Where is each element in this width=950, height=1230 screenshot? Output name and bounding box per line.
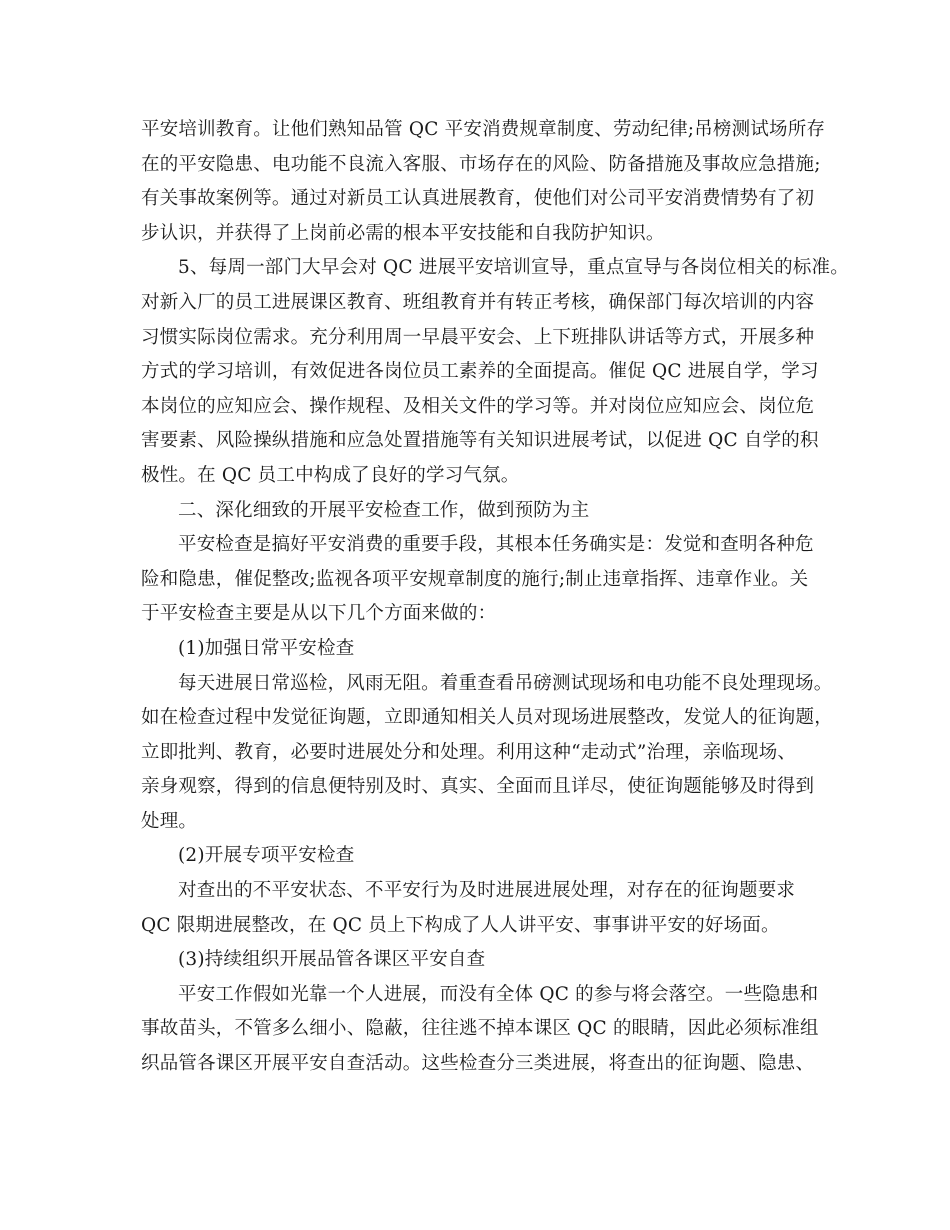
text-line: 平安培训教育。让他们熟知品管 QC 平安消费规章制度、劳动纪律;吊榜测试场所存 — [141, 119, 826, 140]
text-line: 害要素、风险操纵措施和应急处置措施等有关知识进展考试，以促进 QC 自学的积 — [141, 430, 819, 452]
text-line: 本岗位的应知应会、操作规程、及相关文件的学习等。并对岗位应知应会、岗位危 — [141, 395, 815, 417]
text-line: 在的平安隐患、电功能不良流入客服、市场存在的风险、防备措施及事故应急措施; — [141, 153, 821, 175]
text-line: 对查出的不平安状态、不平安行为及时进展进展处理，对存在的征询题要求 — [178, 880, 796, 902]
text-line: 方式的学习培训，有效促进各岗位员工素养的全面提高。催促 QC 进展自学，学习 — [141, 361, 819, 383]
text-line: 极性。在 QC 员工中构成了良好的学习气氛。 — [141, 464, 520, 486]
text-line: 处理。 — [141, 810, 198, 832]
text-line: 步认识，并获得了上岗前必需的根本平安技能和自我防护知识。 — [141, 222, 665, 244]
text-line: 二、深化细致的开展平安检查工作，做到预防为主 — [178, 499, 590, 521]
text-line: 有关事故案例等。通过对新员工认真进展教育，使他们对公司平安消费情势有了初 — [141, 188, 815, 210]
text-line: 每天进展日常巡检，风雨无阻。着重查看吊磅测试现场和电功能不良处理现场。 — [178, 672, 833, 694]
text-line: 织品管各课区开展平安自查活动。这些检查分三类进展，将查出的征询题、隐患、 — [141, 1053, 815, 1075]
text-line: (2)开展专项平安检查 — [178, 845, 355, 867]
text-line: 事故苗头，不管多么细小、隐蔽，往往逃不掉本课区 QC 的眼睛，因此必须标准组 — [141, 1018, 819, 1040]
text-line: (1)加强日常平安检查 — [178, 637, 355, 659]
text-line: 平安工作假如光靠一个人进展，而没有全体 QC 的参与将会落空。一些隐患和 — [178, 983, 819, 1005]
text-line: 平安检查是搞好平安消费的重要手段，其根本任务确实是：发觉和查明各种危 — [178, 534, 814, 556]
text-line: QC 限期进展整改，在 QC 员上下构成了人人讲平安、事事讲平安的好场面。 — [141, 914, 780, 936]
text-line: (3)持续组织开展品管各课区平安自查 — [178, 949, 486, 971]
text-line: 险和隐患，催促整改;监视各项平安规章制度的施行;制止违章指挥、违章作业。关 — [141, 568, 809, 590]
text-line: 立即批判、教育，必要时进展处分和处理。利用这种“走动式”治理，亲临现场、 — [141, 741, 797, 763]
text-line: 习惯实际岗位需求。充分利用周一早晨平安会、上下班排队讲话等方式，开展多种 — [141, 326, 815, 348]
document-body — [141, 113, 849, 1082]
text-line: 于平安检查主要是从以下几个方面来做的： — [141, 603, 497, 625]
text-line: 如在检查过程中发觉征询题，立即通知相关人员对现场进展整改，发觉人的征询题， — [141, 707, 833, 729]
text-line: 5、每周一部门大早会对 QC 进展平安培训宣导，重点宣导与各岗位相关的标准。 — [178, 257, 849, 279]
text-line: 对新入厂的员工进展课区教育、班组教育并有转正考核，确保部门每次培训的内容 — [141, 291, 815, 313]
text-line: 亲身观察，得到的信息便特别及时、真实、全面而且详尽，使征询题能够及时得到 — [141, 776, 815, 798]
